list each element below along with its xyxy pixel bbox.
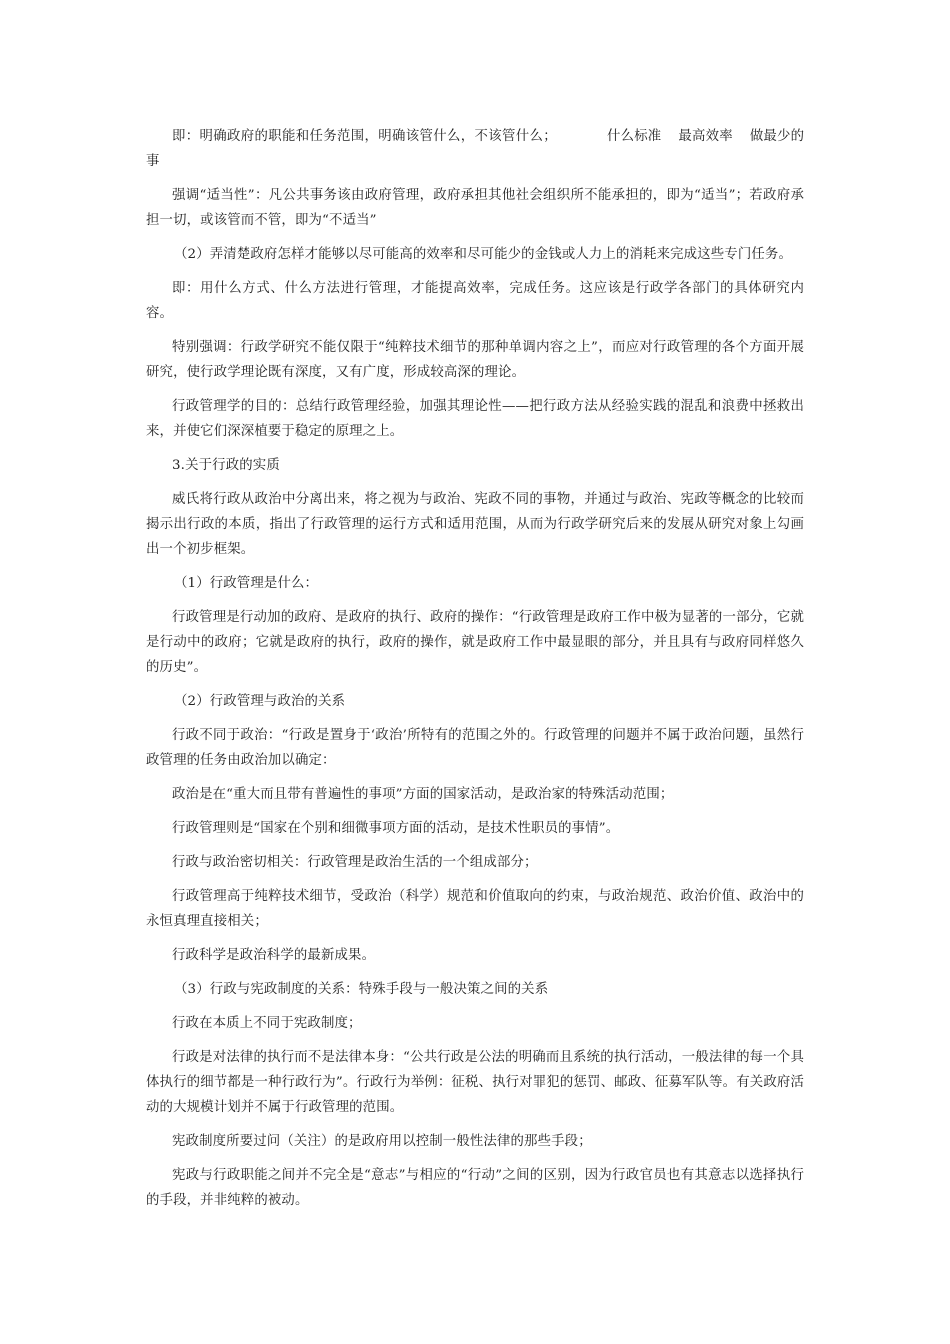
- paragraph: 宪政与行政职能之间并不完全是“意志”与相应的“行动”之间的区别，因为行政官员也有其意志以选择执行的手段，并非纯粹的被动。: [146, 1168, 804, 1208]
- paragraph: 即：用什么方式、什么方法进行管理，才能提高效率，完成任务。这应该是行政学各部门的具体研究内容。: [146, 281, 804, 321]
- keyword: 做最少的事: [146, 129, 805, 169]
- paragraph: 行政是对法律的执行而不是法律本身：“公共行政是公法的明确而且系统的执行活动，一般法律的每一个具体执行的细节都是一种行政行为”。行政行为举例：征税、执行对罪犯的惩罚、邮政、征募军队等。有关政府活动的大规模计划并不属于行政管理的范围。: [146, 1050, 804, 1115]
- paragraph: [146, 124, 804, 174]
- subsection-heading: （2）行政管理与政治的关系: [174, 694, 346, 709]
- paragraph: 特别强调：行政学研究不能仅限于“纯粹技术细节的那种单调内容之上”，而应对行政管理的各个方面开展研究，使行政学理论既有深度，又有广度，形成较高深的理论。: [146, 340, 804, 380]
- keyword: 最高效率: [678, 129, 733, 144]
- paragraph: 行政管理是行动加的政府、是政府的执行、政府的操作：“行政管理是政府工作中极为显著的一部分，它就是行动中的政府；它就是政府的执行，政府的操作，就是政府工作中最显眼的部分，并且具有与政府同样悠久的历史”。: [146, 610, 804, 675]
- paragraph-text: 即：明确政府的职能和任务范围，明确该管什么，不该管什么；: [172, 129, 557, 144]
- paragraph: 强调“适当性”：凡公共事务该由政府管理，政府承担其他社会组织所不能承担的，即为“适当”；若政府承担一切，或该管而不管，即为“不适当”: [146, 188, 804, 228]
- paragraph: 行政管理学的目的：总结行政管理经验，加强其理论性——把行政方法从经验实践的混乱和浪费中拯救出来，并使它们深深植要于稳定的原理之上。: [146, 399, 804, 439]
- section-heading: 3.关于行政的实质: [172, 458, 280, 473]
- paragraph: 宪政制度所要过问（关注）的是政府用以控制一般性法律的那些手段；: [172, 1134, 592, 1149]
- paragraph: （2）弄清楚政府怎样才能够以尽可能高的效率和尽可能少的金钱或人力上的消耗来完成这些专门任务。: [174, 247, 792, 262]
- paragraph: 行政不同于政治：“行政是置身于‘政治’所特有的范围之外的。行政管理的问题并不属于政治问题，虽然行政管理的任务由政治加以确定：: [146, 728, 804, 768]
- paragraph: 行政与政治密切相关：行政管理是政治生活的一个组成部分；: [172, 855, 538, 870]
- paragraph: 政治是在“重大而且带有普遍性的事项”方面的国家活动，是政治家的特殊活动范围；: [172, 787, 674, 802]
- paragraph: 行政科学是政治科学的最新成果。: [172, 948, 376, 963]
- paragraph: 威氏将行政从政治中分离出来，将之视为与政治、宪政不同的事物，并通过与政治、宪政等概念的比较而揭示出行政的本质，指出了行政管理的运行方式和适用范围，从而为行政学研究后来的发展从研究对象上勾画出一个初步框架。: [146, 492, 804, 557]
- paragraph: 行政管理高于纯粹技术细节，受政治（科学）规范和价值取向的约束，与政治规范、政治价值、政治中的永恒真理直接相关；: [146, 889, 804, 929]
- subsection-heading: （3）行政与宪政制度的关系：特殊手段与一般决策之间的关系: [174, 982, 549, 997]
- keyword: 什么标准: [606, 129, 662, 144]
- paragraph: 行政在本质上不同于宪政制度；: [172, 1016, 362, 1031]
- subsection-heading: （1）行政管理是什么：: [174, 576, 319, 591]
- document-body: [146, 124, 804, 1222]
- paragraph: 行政管理则是“国家在个别和细微事项方面的活动，是技术性职员的事情”。: [172, 821, 620, 836]
